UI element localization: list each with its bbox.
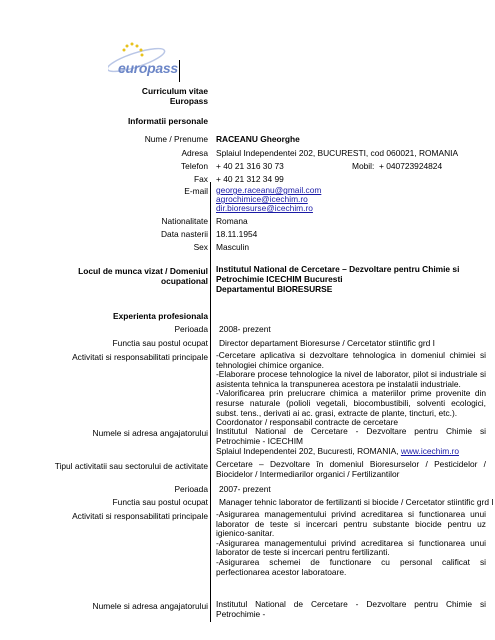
nationality-label: Nationalitate: [161, 216, 208, 226]
function-label: Functia sau postul ocupat: [112, 338, 208, 348]
employer-label: Numele si adresa angajatorului: [92, 428, 208, 438]
phone-value: + 40 21 316 30 73: [216, 161, 284, 171]
birth-date-value: 18.11.1954: [216, 229, 258, 239]
cv-title: Curriculum vitae: [141, 86, 208, 96]
period-label: Perioada: [174, 324, 208, 334]
employer-address: [216, 446, 459, 456]
workplace-value: Petrochimie ICECHIM Bucuresti: [216, 274, 343, 284]
email-link[interactable]: dir.bioresurse@icechim.ro: [216, 203, 313, 213]
activities-label: Activitati si responsabilitati principale: [72, 511, 208, 521]
employer-text: Institutul National de Cercetare - Dezvoltare pentru Chimie si Petrochimie - ICECHIM: [216, 426, 486, 446]
sector-label: Tipul activitatii sau sectorului de activitate: [54, 461, 208, 471]
address-value: Splaiul Independentei 202, BUCURESTI, cod 060021, ROMANIA: [216, 148, 459, 158]
nationality-value: Romana: [216, 216, 248, 226]
workplace-label-cont: ocupational: [161, 276, 208, 286]
workplace-value: Departamentul BIORESURSE: [216, 284, 333, 294]
phone-label: Telefon: [180, 161, 208, 171]
email-label: E-mail: [184, 186, 208, 196]
cv-subtitle: Europass: [169, 96, 208, 106]
column-divider: [210, 182, 211, 622]
email-link[interactable]: george.raceanu@gmail.com: [216, 185, 322, 195]
employer-address-text: Splaiul Independentei 202, Bucuresti, ROMANIA,: [216, 446, 401, 456]
mobile-label: Mobil:: [352, 161, 375, 171]
name-label: Nume / Prenume: [144, 134, 208, 144]
europass-logo-text: europass: [118, 60, 178, 76]
address-label: Adresa: [181, 148, 208, 158]
name-value: RACEANU Gheorghe: [216, 134, 300, 144]
workplace-label: Locul de munca vizat / Domeniul: [78, 266, 208, 276]
fax-value: + 40 21 312 34 99: [216, 174, 284, 184]
period-label: Perioada: [174, 484, 208, 494]
activities-text: -Cercetare aplicativa si dezvoltare tehnologica in domeniul chimiei si tehnologiei chimice organice. -Elaborare procese tehnologice la nivel de laborator, pilot si industriale si asistenta tehnica la transpunerea acestora pe instalatii industriale. -Valorificarea prin prelucrare chimica a materiilor prime provenite din resurse naturale (polioli vegetali, biocombustibili, solventi ecologici, subst. tens., derivati ai ac. grasi, extracte de plante, tincturi, etc.). Coordonator / responsabil contracte de cercetare: [216, 350, 486, 428]
logo-divider: [179, 60, 180, 82]
sex-label: Sex: [193, 242, 208, 252]
sector-text: Cercetare – Dezvoltare în domeniul Bioresurselor / Pesticidelor / Biocidelor / Intermediarilor organici / Fertilizantilor: [216, 459, 486, 479]
mobile-value: + 040723924824: [379, 161, 443, 171]
personal-section-title: Informatii personale: [127, 116, 208, 126]
employer-label: Numele si adresa angajatorului: [92, 601, 208, 611]
birth-date-label: Data nasterii: [160, 229, 208, 239]
period-value: 2007- prezent: [219, 484, 271, 494]
employer-website-link[interactable]: www.icechim.ro: [400, 446, 459, 456]
function-value: Manager tehnic laborator de fertilizanti si biocide / Cercetator stiintific grd I: [219, 497, 494, 507]
fax-label: Fax: [194, 174, 208, 184]
activities-text: -Asigurarea managementului privind acreditarea si functionarea unui laborator de teste si incercari pentru substante biocide pentru uz igienico-sanitar. -Asigurarea managementului privind acreditarea si functionarea unui laborator de teste si incercari pentru fertilizanti. -Asigurarea schemei de functionare cu personal calificat si perfectionarea acestor laboratoare.: [216, 509, 486, 577]
employer-text: Institutul National de Cercetare - Dezvoltare pentru Chimie si Petrochimie -: [216, 599, 486, 619]
function-label: Functia sau postul ocupat: [112, 497, 208, 507]
activities-label: Activitati si responsabilitati principale: [72, 352, 208, 362]
period-value: 2008- prezent: [219, 324, 271, 334]
experience-section-title: Experienta profesionala: [113, 311, 208, 321]
email-link[interactable]: agrochimice@icechim.ro: [216, 194, 308, 204]
sex-value: Masculin: [216, 242, 250, 252]
workplace-value: Institutul National de Cercetare – Dezvoltare pentru Chimie si: [216, 264, 460, 274]
function-value: Director departament Bioresurse / Cercetator stiintific grd I: [219, 338, 435, 348]
